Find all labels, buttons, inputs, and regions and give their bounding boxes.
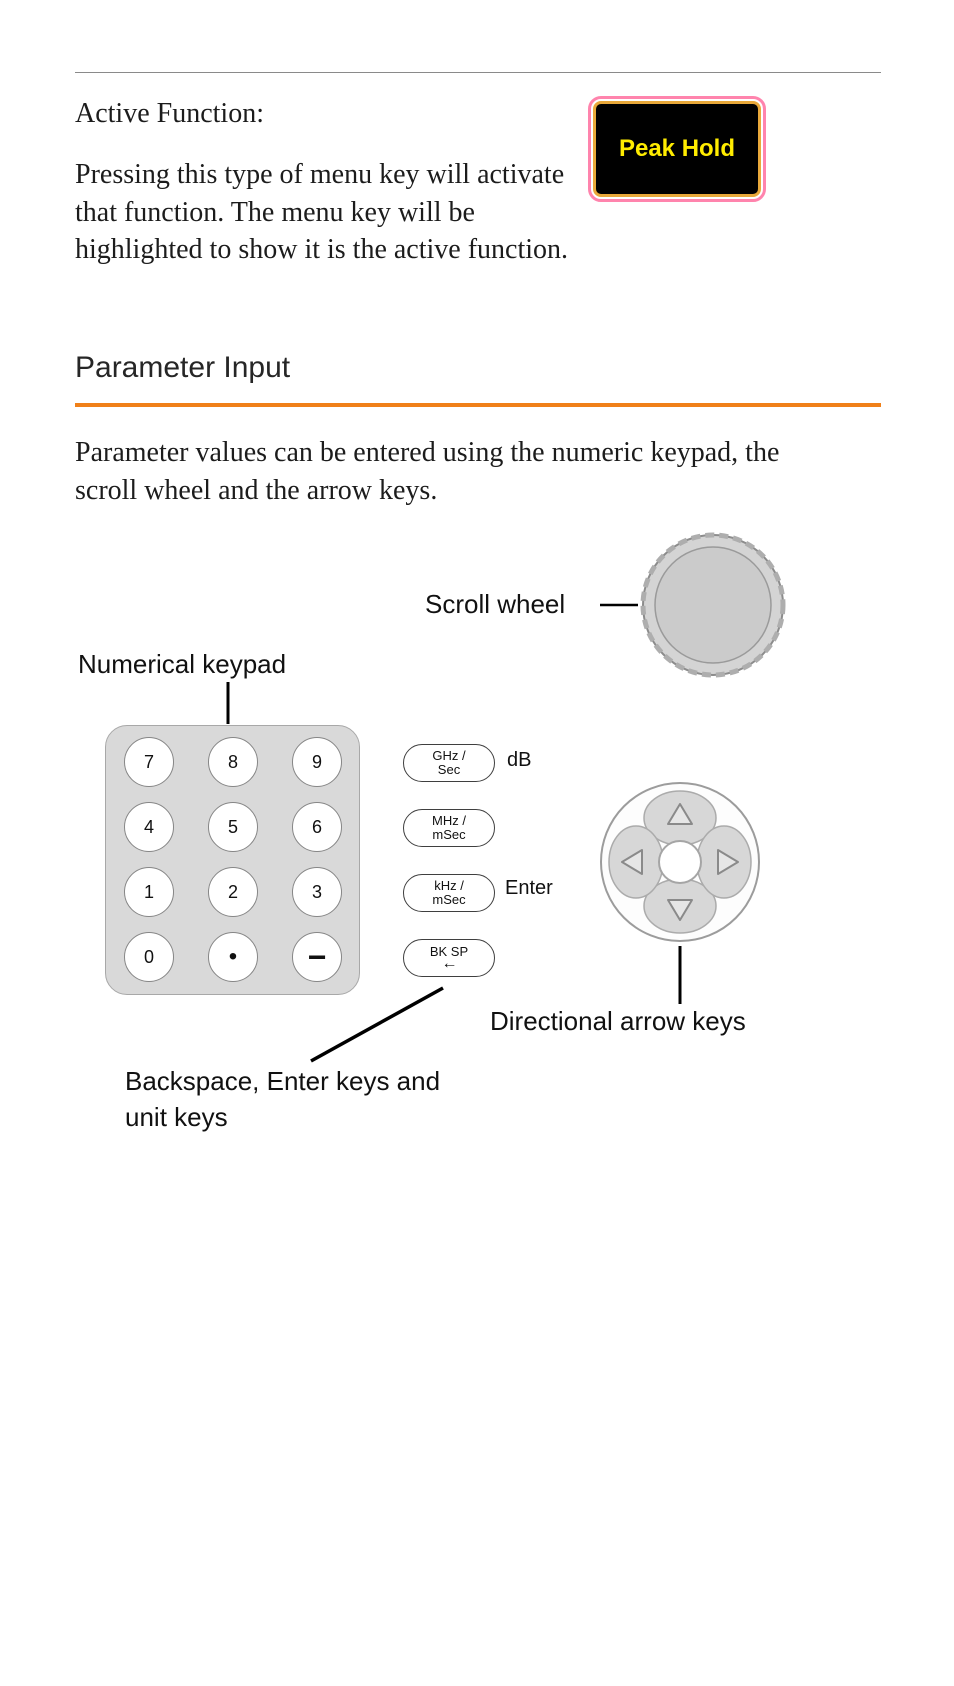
unit-key-line2: mSec: [432, 892, 466, 907]
directional-pad-image: [598, 780, 762, 944]
left-arrow-icon: ←: [441, 955, 457, 972]
backspace-label-line2: unit keys: [125, 1102, 228, 1132]
unit-key-line1: kHz /: [434, 878, 464, 893]
keypad-key-7: 7: [124, 737, 174, 787]
enter-label: Enter: [505, 877, 553, 899]
keypad-key-4: 4: [124, 802, 174, 852]
unit-key-khz-msec: [403, 874, 495, 912]
keypad-key-6: 6: [292, 802, 342, 852]
keypad-key-3: 3: [292, 867, 342, 917]
backspace-enter-unit-keys-label: [125, 1063, 440, 1135]
active-function-label: Active Function:: [75, 98, 264, 129]
peak-hold-key-face: [593, 101, 761, 197]
unit-key-ghz-sec: [403, 744, 495, 782]
unit-key-backspace: [403, 939, 495, 977]
scroll-wheel-label: Scroll wheel: [425, 589, 566, 619]
section-body: Parameter values can be entered using the numeric keypad, the scroll wheel and the arrow keys.: [75, 437, 780, 506]
backspace-label-line1: Backspace, Enter keys and: [125, 1066, 441, 1096]
unit-key-line2: mSec: [432, 827, 466, 842]
unit-key-line1: MHz /: [432, 813, 466, 828]
keypad-key-2: 2: [208, 867, 258, 917]
db-label: dB: [507, 749, 532, 771]
keypad-key-0: 0: [124, 932, 174, 982]
keypad-key-8: 8: [208, 737, 258, 787]
section-divider: [75, 403, 881, 407]
peak-hold-key-image: [588, 96, 766, 202]
unit-keys-column: [403, 744, 495, 977]
unit-key-line2: Sec: [437, 762, 461, 777]
numerical-keypad-image: [105, 725, 360, 995]
section-title: Parameter Input: [75, 351, 291, 384]
unit-key-line1: GHz /: [432, 748, 466, 763]
keypad-key-minus: −: [292, 932, 342, 982]
backspace-leader-line: [311, 988, 443, 1061]
keypad-key-5: 5: [208, 802, 258, 852]
directional-arrow-keys-label: Directional arrow keys: [490, 1006, 746, 1036]
numerical-keypad-label: Numerical keypad: [78, 649, 287, 679]
keypad-key-9: 9: [292, 737, 342, 787]
scroll-wheel-image: [640, 532, 786, 678]
parameter-input-diagram: [0, 530, 954, 1210]
unit-key-mhz-msec: [403, 809, 495, 847]
keypad-key-dot: •: [208, 932, 258, 982]
top-divider: [75, 72, 881, 73]
active-function-body: Pressing this type of menu key will activate that function. The menu key will be highlighted to show it is the active function.: [75, 159, 569, 265]
keypad-key-1: 1: [124, 867, 174, 917]
peak-hold-key-label: Peak Hold: [618, 135, 736, 162]
unit-key-line1: BK SP: [429, 944, 469, 959]
